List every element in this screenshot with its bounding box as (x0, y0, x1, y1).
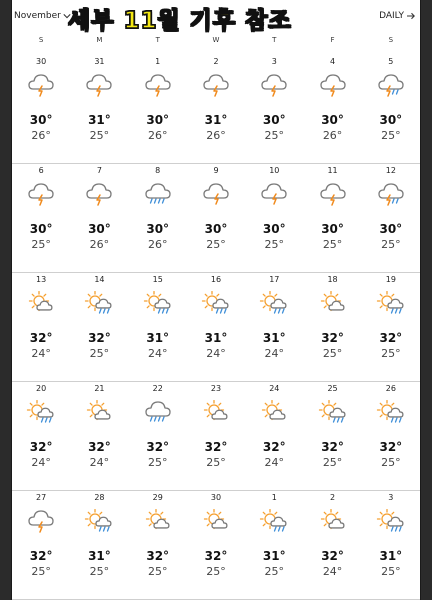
high-temp: 31° (262, 549, 286, 563)
day-date: 24 (269, 384, 280, 393)
day-date: 10 (269, 166, 280, 175)
day-date: 8 (155, 166, 161, 175)
low-temp: 24° (322, 565, 343, 578)
day-date: 2 (213, 57, 219, 66)
thunderstorm-icon (318, 73, 348, 97)
day-date: 26 (385, 384, 396, 393)
sun-cloud-rain-icon (84, 291, 114, 315)
day-date: 30 (36, 57, 47, 66)
day-cell[interactable] (12, 55, 70, 163)
sun-cloud-icon (84, 400, 114, 424)
high-temp: 31° (88, 549, 111, 563)
sun-cloud-rain-icon (318, 400, 348, 424)
weekday-sat: S (388, 36, 394, 44)
low-temp: 26° (147, 238, 168, 251)
low-temp: 25° (322, 347, 343, 360)
sun-cloud-icon (318, 291, 348, 315)
day-cell[interactable] (12, 273, 70, 381)
high-temp: 32° (379, 440, 403, 454)
page-title: 세부 11월 기후 참조 (68, 8, 292, 34)
sun-cloud-rain-icon (84, 509, 114, 533)
month-selector[interactable] (14, 11, 71, 21)
day-cell[interactable] (245, 55, 303, 163)
low-temp: 25° (89, 565, 110, 578)
day-date: 27 (36, 493, 47, 502)
low-temp: 25° (381, 129, 401, 142)
high-temp: 30° (321, 222, 344, 236)
high-temp: 30° (146, 222, 170, 236)
day-date: 3 (388, 493, 394, 502)
thunderstorm-icon (318, 182, 348, 206)
thunderstorm-icon (26, 182, 56, 206)
week-row (12, 55, 420, 164)
weekday-mon: M (96, 36, 103, 44)
thunderstorm-icon (26, 73, 56, 97)
high-temp: 31° (379, 549, 403, 563)
low-temp: 26° (322, 129, 343, 142)
day-cell[interactable] (303, 491, 361, 599)
high-temp: 32° (29, 440, 53, 454)
day-cell[interactable] (70, 491, 128, 599)
low-temp: 24° (89, 456, 110, 469)
low-temp: 25° (264, 565, 285, 578)
low-temp: 25° (381, 456, 401, 469)
day-date: 7 (96, 166, 102, 175)
sun-cloud-icon (201, 400, 231, 424)
high-temp: 32° (146, 440, 170, 454)
day-date: 23 (210, 384, 222, 393)
low-temp: 24° (147, 347, 168, 360)
day-date: 1 (155, 57, 161, 66)
day-cell[interactable] (70, 273, 128, 381)
day-cell[interactable] (187, 273, 245, 381)
low-temp: 25° (264, 129, 285, 142)
low-temp: 26° (89, 238, 110, 251)
low-temp: 24° (264, 347, 285, 360)
sun-cloud-icon (143, 509, 173, 533)
high-temp: 30° (29, 222, 53, 236)
weekday-thu: T (272, 36, 277, 44)
day-cell[interactable] (245, 382, 303, 490)
low-temp: 24° (31, 456, 51, 469)
day-cell[interactable] (187, 164, 245, 272)
week-row (12, 164, 420, 273)
high-temp: 30° (29, 113, 53, 127)
day-cell[interactable] (362, 164, 420, 272)
sun-cloud-icon (26, 291, 56, 315)
day-cell[interactable] (129, 382, 187, 490)
sun-cloud-rain-icon (201, 291, 231, 315)
low-temp: 25° (206, 456, 226, 469)
thunderstorm-icon (84, 73, 114, 97)
day-cell[interactable] (12, 164, 70, 272)
day-cell[interactable] (303, 273, 361, 381)
day-cell[interactable] (362, 55, 420, 163)
high-temp: 30° (262, 113, 286, 127)
day-date: 14 (94, 275, 105, 284)
sun-cloud-rain-icon (26, 400, 56, 424)
high-temp: 30° (379, 113, 403, 127)
day-cell[interactable] (12, 382, 70, 490)
sun-cloud-rain-icon (376, 291, 406, 315)
high-temp: 30° (204, 222, 228, 236)
sun-cloud-rain-icon (143, 291, 173, 315)
week-row (12, 491, 420, 600)
sun-cloud-rain-icon (259, 509, 289, 533)
day-date: 31 (94, 57, 105, 66)
high-temp: 32° (379, 331, 403, 345)
high-temp: 32° (321, 331, 344, 345)
week-row (12, 273, 420, 382)
day-cell[interactable] (129, 491, 187, 599)
rain-icon (143, 400, 173, 424)
high-temp: 31° (204, 113, 228, 127)
high-temp: 32° (88, 440, 111, 454)
sun-cloud-icon (201, 509, 231, 533)
low-temp: 24° (206, 347, 226, 360)
low-temp: 25° (381, 347, 401, 360)
day-date: 3 (271, 57, 277, 66)
thunderstorm-icon (201, 73, 231, 97)
high-temp: 32° (29, 331, 53, 345)
day-cell[interactable] (70, 164, 128, 272)
sun-cloud-rain-icon (259, 291, 289, 315)
low-temp: 26° (31, 129, 51, 142)
day-date: 1 (271, 493, 277, 502)
day-cell[interactable] (362, 382, 420, 490)
day-date: 16 (210, 275, 222, 284)
high-temp: 32° (262, 440, 286, 454)
day-date: 30 (210, 493, 222, 502)
low-temp: 25° (381, 565, 401, 578)
high-temp: 32° (321, 549, 344, 563)
thunderstorm-icon (143, 73, 173, 97)
day-cell[interactable] (362, 273, 420, 381)
day-cell[interactable] (187, 55, 245, 163)
day-date: 2 (330, 493, 336, 502)
day-date: 4 (330, 57, 336, 66)
low-temp: 25° (147, 456, 168, 469)
day-cell[interactable] (187, 491, 245, 599)
day-cell[interactable] (303, 164, 361, 272)
day-cell[interactable] (303, 382, 361, 490)
high-temp: 31° (146, 331, 170, 345)
thunderstorm-icon (26, 509, 56, 533)
top-bar (12, 0, 420, 34)
low-temp: 25° (147, 565, 168, 578)
view-mode-label: DAILY (379, 11, 404, 21)
day-cell[interactable] (245, 273, 303, 381)
daily-view-toggle[interactable] (379, 11, 416, 21)
thunderstorm-rain-icon (376, 182, 406, 206)
day-date: 13 (36, 275, 47, 284)
high-temp: 31° (204, 331, 228, 345)
high-temp: 30° (379, 222, 403, 236)
day-cell[interactable] (362, 491, 420, 599)
high-temp: 32° (204, 549, 228, 563)
month-label: November (14, 11, 61, 21)
high-temp: 30° (146, 113, 170, 127)
day-cell[interactable] (129, 55, 187, 163)
thunderstorm-icon (84, 182, 114, 206)
weekday-fri: F (330, 36, 335, 44)
day-date: 22 (152, 384, 163, 393)
low-temp: 26° (206, 129, 226, 142)
high-temp: 32° (321, 440, 344, 454)
low-temp: 25° (206, 238, 226, 251)
day-date: 25 (327, 384, 338, 393)
high-temp: 32° (204, 440, 228, 454)
day-cell[interactable] (129, 273, 187, 381)
day-cell[interactable] (129, 164, 187, 272)
day-cell[interactable] (187, 382, 245, 490)
low-temp: 24° (264, 456, 285, 469)
high-temp: 31° (262, 331, 286, 345)
low-temp: 25° (89, 129, 110, 142)
day-date: 9 (213, 166, 219, 175)
weekday-header (12, 36, 420, 50)
day-cell[interactable] (245, 491, 303, 599)
lightning-icon (201, 182, 231, 206)
day-cell[interactable] (303, 55, 361, 163)
low-temp: 25° (322, 456, 343, 469)
day-date: 17 (269, 275, 280, 284)
sun-cloud-rain-icon (376, 509, 406, 533)
sun-cloud-icon (259, 400, 289, 424)
day-date: 28 (94, 493, 105, 502)
low-temp: 25° (89, 347, 110, 360)
low-temp: 25° (322, 238, 343, 251)
day-date: 29 (152, 493, 163, 502)
sun-cloud-icon (318, 509, 348, 533)
low-temp: 24° (31, 347, 51, 360)
day-date: 5 (388, 57, 394, 66)
day-date: 11 (327, 166, 338, 175)
low-temp: 25° (206, 565, 226, 578)
high-temp: 32° (29, 549, 53, 563)
low-temp: 25° (381, 238, 401, 251)
low-temp: 26° (147, 129, 168, 142)
high-temp: 30° (321, 113, 344, 127)
high-temp: 32° (88, 331, 111, 345)
day-date: 18 (327, 275, 338, 284)
arrow-right-icon (407, 12, 416, 20)
day-date: 6 (38, 166, 44, 175)
day-cell[interactable] (70, 55, 128, 163)
day-cell[interactable] (70, 382, 128, 490)
day-date: 15 (152, 275, 163, 284)
day-date: 19 (385, 275, 396, 284)
thunderstorm-icon (259, 73, 289, 97)
calendar-frame (12, 0, 420, 600)
low-temp: 25° (264, 238, 285, 251)
low-temp: 25° (31, 565, 51, 578)
day-date: 12 (385, 166, 396, 175)
day-date: 20 (36, 384, 47, 393)
sun-cloud-rain-icon (376, 400, 406, 424)
high-temp: 30° (262, 222, 286, 236)
week-row (12, 382, 420, 491)
high-temp: 30° (88, 222, 111, 236)
thunderstorm-rain-icon (376, 73, 406, 97)
weekday-sun: S (38, 36, 44, 44)
day-cell[interactable] (245, 164, 303, 272)
day-cell[interactable] (12, 491, 70, 599)
high-temp: 32° (146, 549, 170, 563)
low-temp: 25° (31, 238, 51, 251)
weekday-wed: W (212, 36, 220, 44)
day-date: 21 (94, 384, 105, 393)
lightning-icon (259, 182, 289, 206)
weekday-tue: T (155, 36, 160, 44)
high-temp: 31° (88, 113, 111, 127)
rain-icon (143, 182, 173, 206)
